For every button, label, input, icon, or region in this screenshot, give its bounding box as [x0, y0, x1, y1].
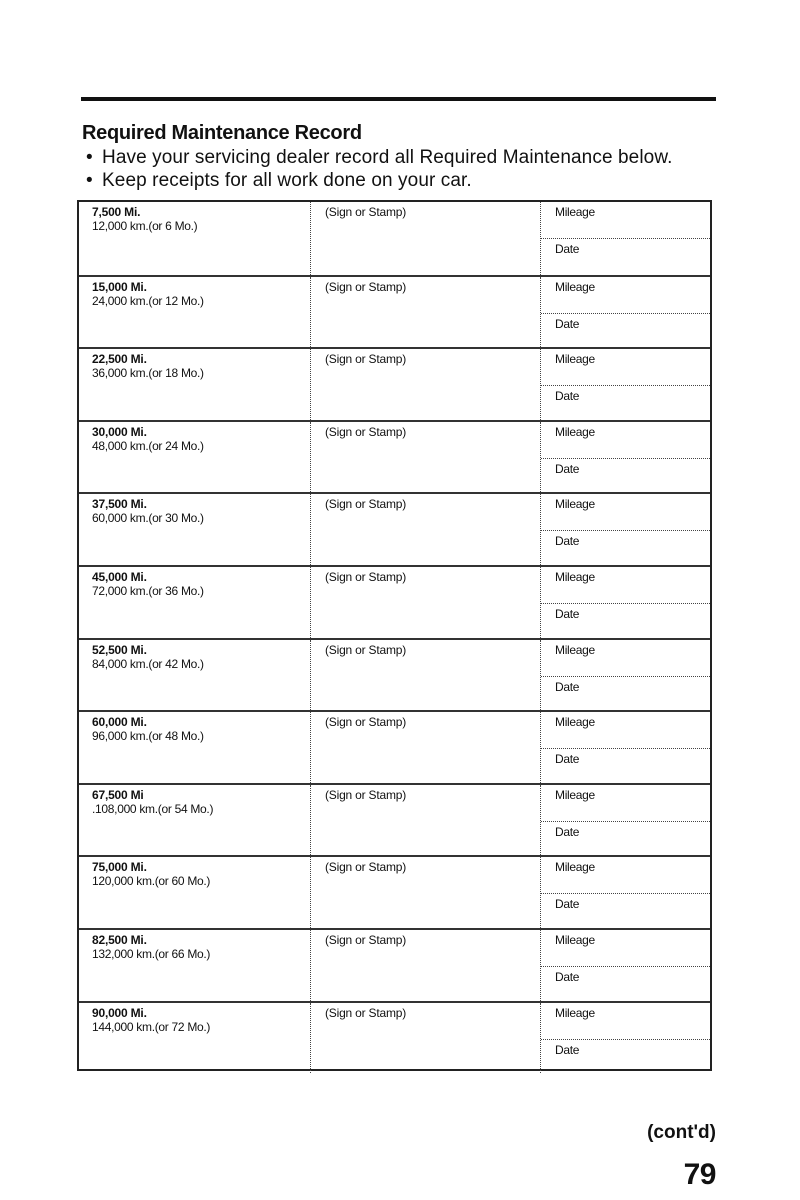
mileage-label: Mileage — [555, 1005, 595, 1020]
entry-cell — [541, 930, 710, 1001]
interval-cell — [79, 202, 311, 275]
sign-stamp-label: (Sign or Stamp) — [325, 642, 407, 657]
date-label: Date — [555, 969, 580, 984]
entry-cell — [541, 857, 710, 928]
mileage-label: Mileage — [555, 424, 595, 439]
interval-cell — [79, 277, 311, 348]
mileage-field[interactable] — [541, 567, 710, 604]
interval-km: 72,000 km.(or 36 Mo.) — [92, 583, 204, 598]
interval-km: 132,000 km.(or 66 Mo.) — [92, 946, 211, 961]
record-row — [79, 492, 710, 565]
instruction-text: Keep receipts for all work done on your car. — [102, 170, 472, 191]
date-label: Date — [555, 897, 580, 912]
interval-miles: 90,000 Mi. — [92, 1005, 147, 1020]
record-row — [79, 783, 710, 856]
date-label: Date — [555, 534, 580, 549]
interval-km: 24,000 km.(or 12 Mo.) — [92, 293, 204, 308]
interval-cell — [79, 712, 311, 783]
date-label: Date — [555, 1042, 580, 1057]
entry-cell — [541, 494, 710, 565]
interval-cell — [79, 785, 311, 856]
interval-miles: 67,500 Mi — [92, 787, 144, 802]
interval-miles: 82,500 Mi. — [92, 932, 147, 947]
date-field[interactable] — [541, 459, 710, 493]
sign-stamp-cell[interactable] — [311, 785, 541, 856]
interval-miles: 37,500 Mi. — [92, 497, 147, 512]
mileage-label: Mileage — [555, 715, 595, 730]
instruction-text: Have your servicing dealer record all Required Maintenance below. — [102, 147, 673, 168]
sign-stamp-label: (Sign or Stamp) — [325, 279, 407, 294]
mileage-field[interactable] — [541, 712, 710, 749]
mileage-field[interactable] — [541, 422, 710, 459]
interval-cell — [79, 567, 311, 638]
date-label: Date — [555, 316, 580, 331]
mileage-field[interactable] — [541, 785, 710, 822]
sign-stamp-cell[interactable] — [311, 1003, 541, 1074]
interval-km: 144,000 km.(or 72 Mo.) — [92, 1019, 211, 1034]
record-row — [79, 1001, 710, 1074]
interval-cell — [79, 857, 311, 928]
interval-km: 12,000 km.(or 6 Mo.) — [92, 219, 198, 233]
sign-stamp-cell[interactable] — [311, 277, 541, 348]
interval-miles: 22,500 Mi. — [92, 352, 147, 367]
date-label: Date — [555, 389, 580, 404]
continued-label: (cont'd) — [647, 1122, 716, 1143]
entry-cell — [541, 640, 710, 711]
interval-km: 48,000 km.(or 24 Mo.) — [92, 438, 204, 453]
date-label: Date — [555, 824, 580, 839]
entry-cell — [541, 712, 710, 783]
sign-stamp-cell[interactable] — [311, 422, 541, 493]
interval-cell — [79, 494, 311, 565]
interval-cell — [79, 422, 311, 493]
interval-cell — [79, 640, 311, 711]
sign-stamp-label: (Sign or Stamp) — [325, 424, 407, 439]
interval-miles: 45,000 Mi. — [92, 569, 147, 584]
sign-stamp-label: (Sign or Stamp) — [325, 569, 407, 584]
mileage-label: Mileage — [555, 642, 595, 657]
interval-miles: 75,000 Mi. — [92, 860, 147, 875]
date-label: Date — [555, 461, 580, 476]
mileage-field[interactable] — [541, 930, 710, 967]
entry-cell — [541, 349, 710, 420]
instruction-item — [86, 169, 672, 192]
sign-stamp-label: (Sign or Stamp) — [325, 932, 407, 947]
record-row — [79, 347, 710, 420]
top-rule — [81, 97, 716, 101]
mileage-field[interactable] — [541, 202, 710, 239]
instruction-item — [86, 146, 672, 169]
maintenance-record-table — [77, 200, 712, 1071]
sign-stamp-cell[interactable] — [311, 567, 541, 638]
date-label: Date — [555, 679, 580, 694]
date-field[interactable] — [541, 967, 710, 1001]
mileage-label: Mileage — [555, 352, 595, 367]
sign-stamp-cell[interactable] — [311, 349, 541, 420]
sign-stamp-cell[interactable] — [311, 640, 541, 711]
sign-stamp-label: (Sign or Stamp) — [325, 352, 407, 367]
entry-cell — [541, 202, 710, 275]
date-field[interactable] — [541, 894, 710, 928]
entry-cell — [541, 567, 710, 638]
sign-stamp-label: (Sign or Stamp) — [325, 860, 407, 875]
interval-km: 60,000 km.(or 30 Mo.) — [92, 511, 204, 526]
interval-km: 96,000 km.(or 48 Mo.) — [92, 729, 204, 744]
mileage-label: Mileage — [555, 932, 595, 947]
record-row — [79, 275, 710, 348]
record-row — [79, 855, 710, 928]
interval-cell — [79, 930, 311, 1001]
mileage-label: Mileage — [555, 787, 595, 802]
interval-miles: 52,500 Mi. — [92, 642, 147, 657]
bullet-icon: • — [86, 147, 93, 168]
record-row — [79, 202, 710, 275]
sign-stamp-cell[interactable] — [311, 930, 541, 1001]
date-field[interactable] — [541, 677, 710, 711]
sign-stamp-cell[interactable] — [311, 494, 541, 565]
interval-miles: 15,000 Mi. — [92, 279, 147, 294]
date-field[interactable] — [541, 314, 710, 348]
interval-cell — [79, 1003, 311, 1074]
entry-cell — [541, 785, 710, 856]
interval-km: 36,000 km.(or 18 Mo.) — [92, 366, 204, 381]
bullet-icon: • — [86, 170, 93, 191]
date-field[interactable] — [541, 604, 710, 638]
date-field[interactable] — [541, 1040, 710, 1074]
record-row — [79, 928, 710, 1001]
sign-stamp-label: (Sign or Stamp) — [325, 1005, 407, 1020]
interval-km: 84,000 km.(or 42 Mo.) — [92, 656, 204, 671]
date-label: Date — [555, 752, 580, 767]
mileage-field[interactable] — [541, 1003, 710, 1040]
entry-cell — [541, 422, 710, 493]
mileage-field[interactable] — [541, 640, 710, 677]
sign-stamp-label: (Sign or Stamp) — [325, 715, 407, 730]
record-row — [79, 420, 710, 493]
mileage-label: Mileage — [555, 860, 595, 875]
mileage-field[interactable] — [541, 494, 710, 531]
date-field[interactable] — [541, 239, 710, 275]
date-field[interactable] — [541, 749, 710, 783]
sign-stamp-cell[interactable] — [311, 857, 541, 928]
entry-cell — [541, 1003, 710, 1074]
interval-cell — [79, 349, 311, 420]
page-number: 79 — [683, 1158, 716, 1191]
mileage-label: Mileage — [555, 569, 595, 584]
mileage-label: Mileage — [555, 497, 595, 512]
interval-km: .108,000 km.(or 54 Mo.) — [92, 801, 214, 816]
mileage-label: Mileage — [555, 279, 595, 294]
record-row — [79, 710, 710, 783]
sign-stamp-cell[interactable] — [311, 202, 541, 275]
interval-miles: 7,500 Mi. — [92, 205, 141, 219]
interval-miles: 30,000 Mi. — [92, 424, 147, 439]
sign-stamp-label: (Sign or Stamp) — [325, 497, 407, 512]
date-label: Date — [555, 606, 580, 621]
entry-cell — [541, 277, 710, 348]
date-field[interactable] — [541, 822, 710, 856]
mileage-field[interactable] — [541, 857, 710, 894]
interval-miles: 60,000 Mi. — [92, 715, 147, 730]
page-title: Required Maintenance Record — [82, 122, 362, 144]
mileage-label: Mileage — [555, 205, 595, 219]
interval-km: 120,000 km.(or 60 Mo.) — [92, 874, 211, 889]
date-field[interactable] — [541, 386, 710, 420]
sign-stamp-cell[interactable] — [311, 712, 541, 783]
record-row — [79, 565, 710, 638]
instruction-list — [86, 146, 672, 192]
mileage-field[interactable] — [541, 277, 710, 314]
record-row — [79, 638, 710, 711]
sign-stamp-label: (Sign or Stamp) — [325, 205, 407, 219]
mileage-field[interactable] — [541, 349, 710, 386]
date-label: Date — [555, 242, 580, 256]
sign-stamp-label: (Sign or Stamp) — [325, 787, 407, 802]
date-field[interactable] — [541, 531, 710, 565]
